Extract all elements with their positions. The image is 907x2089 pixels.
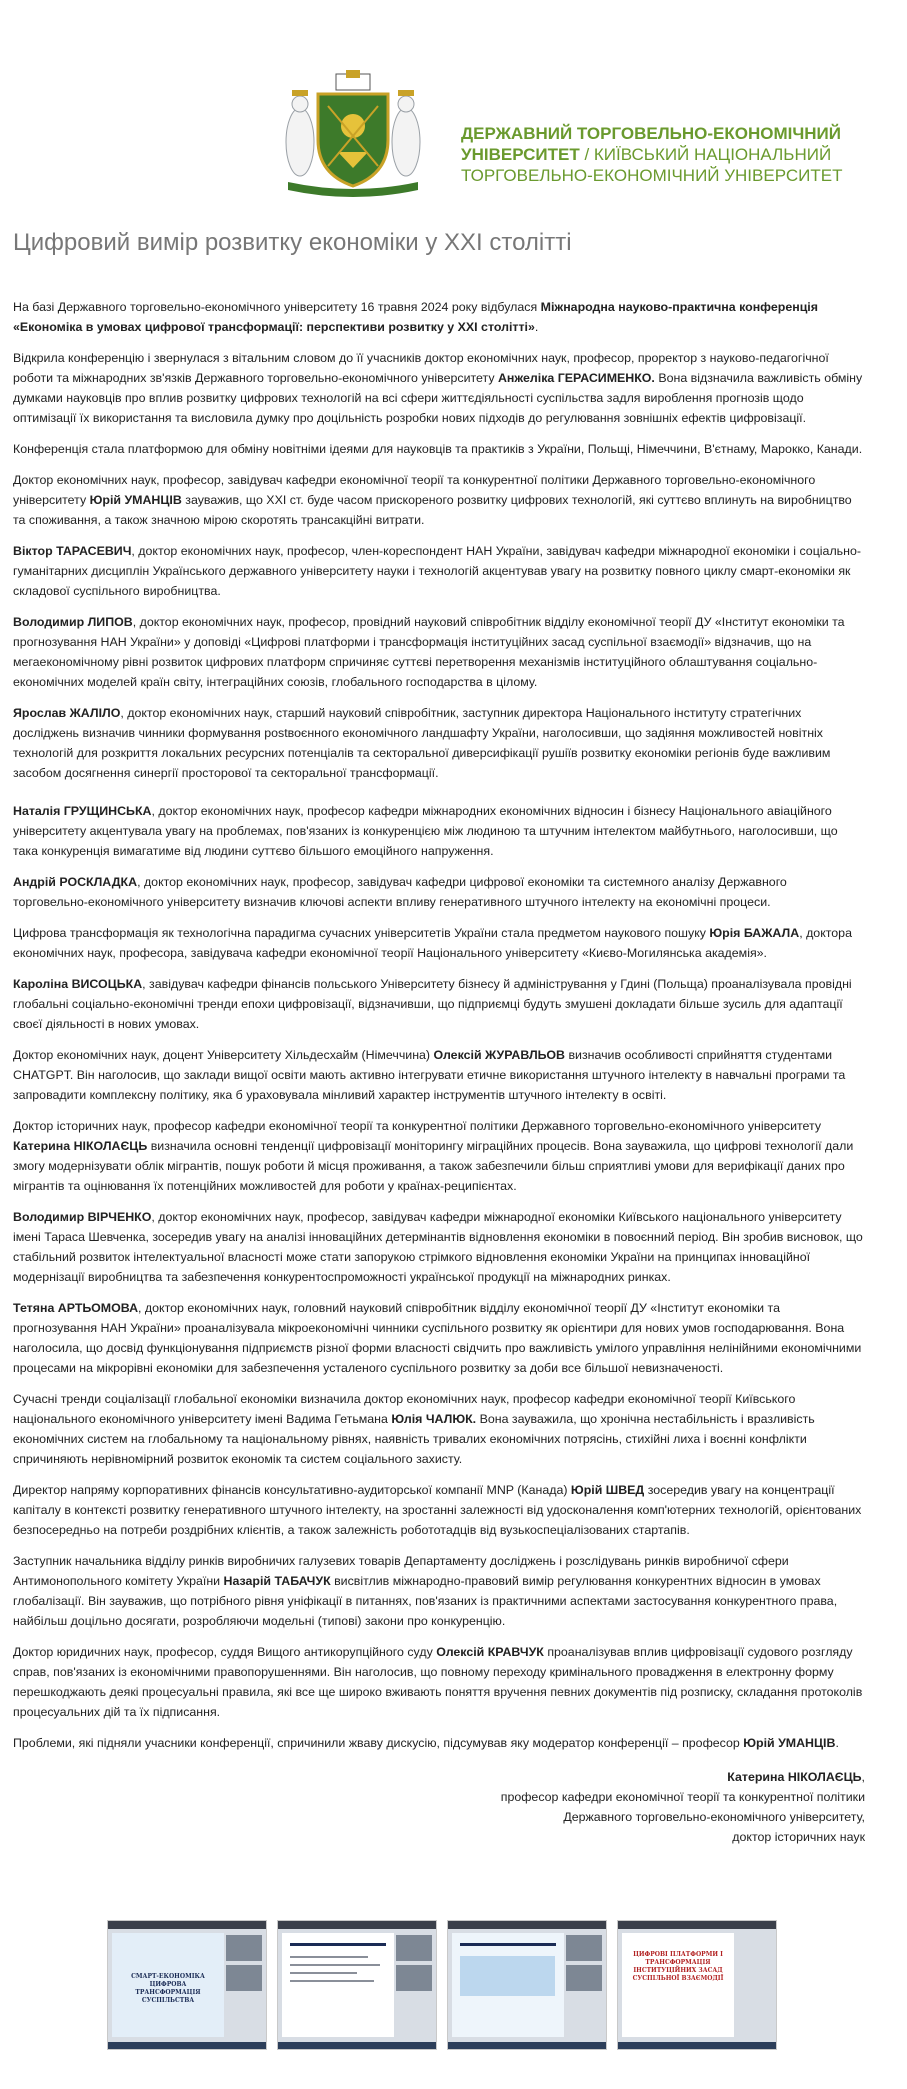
paragraph-13: Доктор історичних наук, професор кафедри економічної теорії та конкурентної політики Державного торговельно-економічного університету Катерина НІКОЛАЄЦЬ визначила основні тенденції цифровізації моніторингу міграційних процесів. Вона зауважила, що цифрові технології дали змогу модернізувати облік мігрантів, пошук роботи й місця проживання, а також забезпечили більш сприятливі умови для верифікації даних про мігрантів та оцінювання їх потенційних можливостей для роботи у країнах-реципієнтах. <box>13 1119 854 1193</box>
gallery-photo-1[interactable] <box>107 1920 267 2050</box>
paragraph-5: Віктор ТАРАСЕВИЧ, доктор економічних наук, професор, член-кореспондент НАН України, завідувач кафедри міжнародної економіки і соціально-гуманітарних дисциплін Українського державного університету науки і технологій акцентував увагу на розвитку повного циклу смарт-економіки як складової суспільного виробництва. <box>13 544 861 598</box>
paragraph-12: Доктор економічних наук, доцент Університету Хільдесхайм (Німеччина) Олексій ЖУРАВЛЬОВ визначив особливості сприйняття студентами CHATGPT. Він наголосив, що заклади вищої освіти мають активно інтегрувати етичне використання штучного інтелекту в навчальні програми та запровадити комплексну політику, яка б ураховувала мінливий характер інструментів штучного інтелекту в освіті. <box>13 1048 846 1102</box>
university-name <box>461 123 901 186</box>
slide-title: СМАРТ-ЕКОНОМІКА ЦИФРОВА ТРАНСФОРМАЦІЯ СУСПІЛЬСТВА <box>131 1973 205 2004</box>
site-header <box>0 0 907 215</box>
paragraph-8: Наталія ГРУЩИНСЬКА, доктор економічних наук, професор кафедри міжнародних економічних відносин і бізнесу Національного авіаційного університету акцентувала увагу на проблемах, пов'язаних із конкуренцією між людиною та штучним інтелектом майбутнього, наголосивши, що така конкуренція вимагатиме від людини суттєво більшого емоційного напруження. <box>13 804 838 858</box>
paragraph-7: Ярослав ЖАЛІЛО, доктор економічних наук, старший науковий співробітник, заступник директора Національного інституту стратегічних досліджень визначив чинники формування postвоєнного економічного ландшафту України, наголосивши, що задіяння можливостей новітніх технологій для розкриття локальних ресурсних потенціалів та секторальної диверсифікації рушіїв розвитку економіки регіонів буде важливим засобом досягнення синергії просторової та секторальної трансформації. <box>13 706 831 780</box>
slide-title: ЦИФРОВІ ПЛАТФОРМИ І ТРАНСФОРМАЦІЯ ІНСТИТУЦІЙНИХ ЗАСАД СУСПІЛЬНОЇ ВЗАЄМОДІЇ <box>632 1951 724 1982</box>
author-name: Катерина НІКОЛАЄЦЬ <box>727 1770 862 1784</box>
paragraph-4: Доктор економічних наук, професор, завідувач кафедри економічної теорії та конкурентної політики Державного торговельно-економічного університету Юрій УМАНЦІВ зауважив, що XXI ст. буде часом прискореного розвитку цифрових технологій, які суттєво вплинуть на виробництво та споживання, а також значною мірою скоротять трансакційні витрати. <box>13 473 852 527</box>
gallery-photo-4[interactable] <box>617 1920 777 2050</box>
paragraph-1: На базі Державного торговельно-економічного університету 16 травня 2024 року відбулася Міжнародна науково-практична конференція «Економіка в умовах цифрової трансформації: перспективи розвитку у XXI столітті». <box>13 300 818 334</box>
photo-gallery <box>107 1920 724 2050</box>
paragraph-20: Проблеми, які підняли учасники конференції, спричинили жваву дискусію, підсумував яку модератор конференції – професор Юрій УМАНЦІВ. <box>13 1736 839 1750</box>
author-affiliation: Державного торговельно-економічного університету, <box>563 1810 865 1824</box>
paragraph-17: Директор напряму корпоративних фінансів консультативно-аудиторської компанії MNP (Канада) Юрій ШВЕД зосередив увагу на концентрації капіталу в контексті розвитку генеративного штучного інтелекту, на зростанні залежності від удосконалення комп'ютерних технологій, орієнтованих безпосередньо на потреби роздрібних клієнтів, а також залежність робототадців від вузькоспеціалізованих стартапів. <box>13 1483 862 1537</box>
author-signature: Катерина НІКОЛАЄЦЬ, професор кафедри економічної теорії та конкурентної політики Державного торговельно-економічного університету, доктор історичних наук <box>13 1767 865 1847</box>
paragraph-16: Сучасні тренди соціалізації глобальної економіки визначила доктор економічних наук, професор кафедри економічної теорії Київського національного економічного університету імені Вадима Гетьмана Юлія ЧАЛЮК. Вона зауважила, що хронічна нестабільність і вразливість економічних систем на глобальному та національному рівнях, наявність тривалих економічних потрясінь, стихійні лиха і воєнні конфлікти спричиняють нерівномірний розвиток економік та систем соціального захисту. <box>13 1392 815 1466</box>
paragraph-18: Заступник начальника відділу ринків виробничих галузевих товарів Департаменту досліджень і розслідувань ринків виробничої сфери Антимонопольного комітету України Назарій ТАБАЧУК висвітлив міжнародно-правовий вимір регулювання конкурентних відносин в умовах глобалізації. Він зауважив, що потрібного рівня уніфікації в питаннях, пов'язаних із практичними аспектами застосування конкурентного права, найбільш доцільно досягати, розробляючи модельні (типові) закони про конкуренцію. <box>13 1554 838 1628</box>
article-body <box>13 297 865 1847</box>
page-title: Цифровий вимір розвитку економіки у XXI столітті <box>13 229 572 256</box>
paragraph-14: Володимир ВІРЧЕНКО, доктор економічних наук, професор, завідувач кафедри міжнародної економіки Київського національного університету імені Тараса Шевченка, зосередив увагу на аналізі інноваційних детермінантів відновлення економіки в повоєнний період. Він зробив висновок, що стабільний розвиток інтелектуальної власності може стати запорукою стрімкого відновлення економіки України на принципах інноваційної модернізації виробництва та забезпечення конкурентоспроможності української продукції на міжнародних ринках. <box>13 1210 863 1284</box>
author-degree: доктор історичних наук <box>732 1830 865 1844</box>
paragraph-9: Андрій РОСКЛАДКА, доктор економічних наук, професор, завідувач кафедри цифрової економіки та системного аналізу Державного торговельно-економічного університету визначив ключові аспекти впливу генеративного штучного інтелекту на економічні процеси. <box>13 875 787 909</box>
author-position: професор кафедри економічної теорії та конкурентної політики <box>500 1790 865 1804</box>
paragraph-19: Доктор юридичних наук, професор, суддя Вищого антикорупційного суду Олексій КРАВЧУК проаналізував вплив цифровізації судового розгляду справ, пов'язаних із економічними правопорушеннями. Він наголосив, що повному переходу кримінального провадження в електронну форму перешкоджають деякі процесуальні правила, які все ще широко вживають поняття вручення певних документів під розписку, складання протоколів процесуальних дій та їх підписання. <box>13 1645 863 1719</box>
paragraph-11: Кароліна ВИСОЦЬКА, завідувач кафедри фінансів польського Університету бізнесу й адміністрування у Гдині (Польща) проаналізувала провідні глобальні соціально-економічні тренди епохи цифровізації, відзначивши, що підприємці будуть змушені докладати більше зусиль для адаптації своєї діяльності в нових умовах. <box>13 977 852 1031</box>
university-name-primary: ДЕРЖАВНИЙ ТОРГОВЕЛЬНО-ЕКОНОМІЧНИЙ УНІВЕРСИТЕТ <box>461 124 841 164</box>
paragraph-10: Цифрова трансформація як технологічна парадигма сучасних університетів України стала предметом наукового пошуку Юрія БАЖАЛА, доктора економічних наук, професора, завідувача кафедри економічної теорії Національного університету «Києво-Могилянська академія». <box>13 926 852 960</box>
university-crest-icon[interactable] <box>278 70 428 198</box>
paragraph-2: Відкрила конференцію і звернулася з вітальним словом до її учасників доктор економічних наук, професор, проректор з науково-педагогічної роботи та міжнародних зв'язків Державного торговельно-економічного університету Анжеліка ГЕРАСИМЕНКО. Вона відзначила важливість обміну думками науковців про вплив розвитку цифрових технологій на всі сфери життєдіяльності суспільства задля вироблення прогнозів щодо оптимізації їх використання та висловила думку про доцільність розробки нових підходів до регулювання зовнішніх ефектів цифровізації. <box>13 351 863 425</box>
gallery-photo-2[interactable] <box>277 1920 437 2050</box>
paragraph-6: Володимир ЛИПОВ, доктор економічних наук, професор, провідний науковий співробітник відділу економічної теорії ДУ «Інститут економіки та прогнозування НАН України» у доповіді «Цифрові платформи і трансформація інституційних засад суспільної взаємодії» відзначив, що на мегаекономічному рівні розвиток цифрових платформ спричиняє суттєві перетворення механізмів інституційного облаштування соціально-економічних моделей країн світу, інтеграційних союзів, глобального господарства в цілому. <box>13 615 845 689</box>
university-name-secondary: / КИЇВСЬКИЙ НАЦІОНАЛЬНИЙ ТОРГОВЕЛЬНО-ЕКОНОМІЧНИЙ УНІВЕРСИТЕТ <box>461 145 843 185</box>
paragraph-15: Тетяна АРТЬОМОВА, доктор економічних наук, головний науковий співробітник відділу економічної теорії ДУ «Інститут економіки та прогнозування НАН України» проаналізувала мікроекономічні чинники суспільного розвитку як орієнтири для нових умов господарювання. Вона наголосила, що досвід функціонування підприємств різної форми власності свідчить про важливість умілого управління нелінійними економічними процесами на мікрорівні економіки для забезпечення усталеного суспільного розвитку за доби все більшої невизначеності. <box>13 1301 862 1375</box>
gallery-photo-3[interactable] <box>447 1920 607 2050</box>
paragraph-3: Конференція стала платформою для обміну новітніми ідеями для науковців та практиків з України, Польщі, Німеччини, В'єтнаму, Марокко, Канади. <box>13 442 863 456</box>
